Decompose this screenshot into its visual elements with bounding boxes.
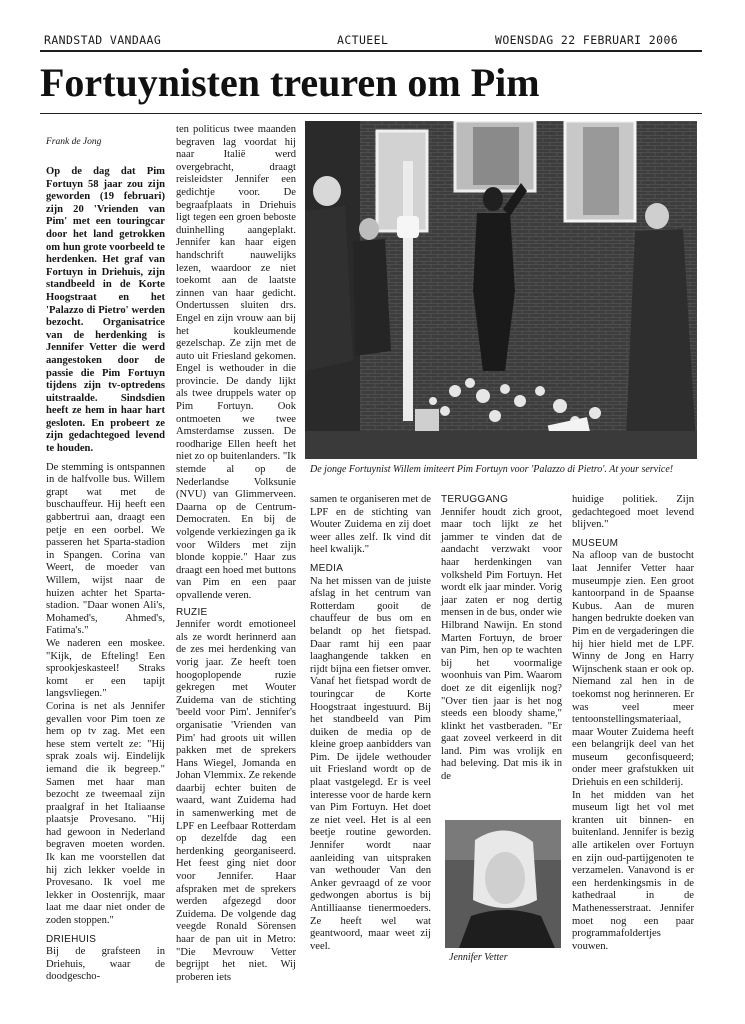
paragraph: Na afloop van de bustocht laat Jennifer Vetter haar museumpje zien. Een groot kantoorpand in de Spaanse Kubus. Aan de muren hangen bedrukte doeken van Pim en de vergaderingen die hij hier hield met de LPF. Winny de Jong en Harry Wijnschenk staan er ook op. Niemand zal hen in de toekomst nog herinneren. Er was veel meer tentoonstellingsmateriaal, maar Wouter Zuidema heeft een belangrijk deel van het museum geconfisqueerd; onder meer grafstukken uit Driehuis en een schilderij. xyxy=(572,550,694,789)
headline: Fortuynisten treuren om Pim xyxy=(40,60,540,105)
subhead-media: MEDIA xyxy=(310,562,344,574)
paragraph: We naderen een moskee. "Kijk, de Efteling! Een sprookjeskasteel! Straks komt er een tapijt langsvliegen." xyxy=(46,637,165,700)
portrait-photo-image xyxy=(445,820,561,948)
paragraph: Jennifer houdt zich groot, maar toch lijkt ze het jammer te vinden dat de aandacht verzwakt voor haar herdenkingen van volksheld Pim Fortuyn. Het wordt elk jaar minder. Vorig jaar zaten er nog dertig mensen in de bus, onder wie Hilbrand Nawijn. En stond Marten Fortuyn, de broer van Pim, hen op te wachten bij het voormalige woonhuis van Pim. Waarom doet ze dit eigenlijk nog? "Over tien jaar is het nog steeds een bloody shame," klinkt het vastberaden. "Er gaat zoveel verkeerd in dit land. Pim was vrolijk en had beleving. Dat mis ik in de xyxy=(441,506,562,783)
section-label: RANDSTAD VANDAAG xyxy=(44,33,162,47)
portrait-photo xyxy=(445,820,561,948)
paragraph: huidige politiek. Zijn gedachtegoed moet levend blijven." xyxy=(572,494,694,531)
paragraph: ten politicus twee maanden begraven lag voordat hij naar Italië werd overgebracht, draagt reisleidster Jennifer een gedichtje voor. De begraafplaats in Driehuis ligt tegen een groen beboste duinhelling aangeplakt. Jennifer kan haar eigen handschrift nauwelijks lezen, waardoor ze niet toekomt aan de laatste zinnen van haar gedicht. Ondertussen sluiten drs. Engel en zijn vrouw aan bij het koukleumende gezelschap. Ze zijn met de auto uit Friesland gekomen. Engel is wethouder in die provincie. De dandy lijkt als twee druppels water op Pim Fortuyn. Ook ontmoeten we twee Amsterdamse zussen. De roodharige Ellen heeft het niet zo op buitenlanders. "Ik stemde al op de Nederlandse Volksunie (NVU) van Glimmerveen. Daarna op de Centrum-Democraten. En bij de volgende verkiezingen ga ik voor Wilders met zijn blonde koppie." Haar zus draagt een hoed met buttons van Pim en een paar opvallende veren. xyxy=(176,124,296,601)
column-2 xyxy=(176,124,296,984)
section-center-label: ACTUEEL xyxy=(337,33,389,47)
header-rule xyxy=(40,50,702,52)
headline-rule xyxy=(40,113,702,114)
column-1 xyxy=(46,166,165,984)
subhead-museum: MUSEUM xyxy=(572,537,619,549)
byline: Frank de Jong xyxy=(46,137,102,147)
issue-date: WOENSDAG 22 FEBRUARI 2006 xyxy=(495,33,679,47)
paragraph: samen te organiseren met de LPF en de stichting van Wouter Zuidema en zij doet weer alles zelf. Ik vind dit heel kwalijk." xyxy=(310,494,431,556)
main-photo-caption: De jonge Fortuynist Willem imiteert Pim Fortuyn voor 'Palazzo di Pietro'. At your service! xyxy=(310,464,674,475)
paragraph: Jennifer wordt emotioneel als ze wordt herinnerd aan de zes mei herdenking van vorig jaar. Ze heeft toen hoogoplopende ruzie gekregen met Wouter Zuidema van de stichting 'beeld voor Pim'. Jennifer's organisatie 'Vrienden van Pim' had groots uit willen pakken met de sprekers Hans Wiegel, Jomanda en Johan Vlemmix. Ze rekende daarbij echter buiten de waard, want Zuidema had in samenwerking met de LPF en Leefbaar Rotterdam op dezelfde dag een herdenking georganiseerd. Het feest ging niet door voor Jennifer. Haar afspraken met de sprekers werden afgezegd door Zuidema. De volgende dag veegde Ronald Sörensen haar de pan uit in Metro: "Die Mevrouw Vetter begrijpt het niet. Wij proberen iets xyxy=(176,619,296,983)
column-4 xyxy=(441,494,562,784)
main-photo xyxy=(305,121,697,459)
paragraph: In het midden van het museum ligt het vol met kranten uit binnen- en buitenland. Jennifer is bezig alle artikelen over Fortuyn en zijn oud-partijgenoten te verzamelen. Vanavond is er een herdenkingsmis in de kathedraal in de Mathenesserstraat. Jennifer moet nog een paar programmafoldertjes vouwen. xyxy=(572,789,694,952)
column-5 xyxy=(572,494,694,953)
subhead-driehuis: DRIEHUIS xyxy=(46,933,97,945)
lead-paragraph: Op de dag dat Pim Fortuyn 58 jaar zou zijn geworden (19 februari) zijn 20 'Vrienden van Pim' met een touringcar door het land getrokken om hun grote voorbeeld te herdenken. Het graf van Fortuyn in Driehuis, zijn standbeeld in de Korte Hoogstraat en het 'Palazzo di Pietro' werden bezocht. Organisatrice van de herdenking is Jennifer Vetter die werd aangestoken door de passie die Pim Fortuyn tijdens zijn tv-optredens uitstraalde. Sindsdien heeft ze hem in haar hart gesloten. En probeert ze zijn gedachtegoed levend te houden. xyxy=(46,166,165,455)
paragraph: De stemming is ontspannen in de halfvolle bus. Willem grapt wat met de buschauffeur. Hij heeft een gabbertrui aan, draagt een petje en een oorbel. We passeren het Sparta-stadion in Spangen. Corina van Weert, de moeder van Willem, wijst naar de huizen achter het Sparta-stadion. "Daar wonen Ali's, Mohamed's, Ahmed's, Fatima's." xyxy=(46,461,165,637)
statue-photo-image xyxy=(305,121,697,459)
subhead-ruzie: RUZIE xyxy=(176,606,208,618)
column-3 xyxy=(310,494,431,953)
paragraph: Corina is net als Jennifer gevallen voor Pim toen ze hem op tv zag. Met een hese stem vertelt ze: "Hij sprak zoals wij. Eindelijk iemand die ik begreep." Samen met haar man bezocht ze tweemaal zijn praalgraf in het Italiaanse plaatsje Provesano. "Hij had gewoon in Nederland begraven moeten worden. Ik kan me voorstellen dat hij zich lekker voelde in Provesano. Ik voel me lekker in Oostenrijk, maar laat me daar niet onder de zoden stoppen." xyxy=(46,700,165,927)
paragraph: Bij de grafsteen in Driehuis, waar de doodgescho- xyxy=(46,946,165,983)
paragraph: Na het missen van de juiste afslag in het centrum van Rotterdam gooit de chauffeur de bus om en belandt op het fietspad. Daar ramt hij een paar laaghangende takken en rijdt bijna een fietser omver. Vanaf het fietspad wordt de touringcar de Korte Hoogstraat ingestuurd. Bij het standbeeld van Pim duiken de media op de kleine groep aanbidders van Pim. De ijdele wethouder uit Friesland wordt op de plaat vastgelegd. Er is veel interesse voor de harde kern van Pim Fortuyn. Het doet ze niet veel. Het is al een beetje routine geworden. Jennifer wordt naar aanleiding van uitspraken van wethouder Van den Anker gevraagd of ze voor gedwongen abortus is bij Antilliaanse tienermoeders. Ze heeft wel wat geantwoord, maar weet zij veel. xyxy=(310,575,431,952)
subhead-teruggang: TERUGGANG xyxy=(441,494,509,505)
portrait-caption: Jennifer Vetter xyxy=(449,952,508,963)
